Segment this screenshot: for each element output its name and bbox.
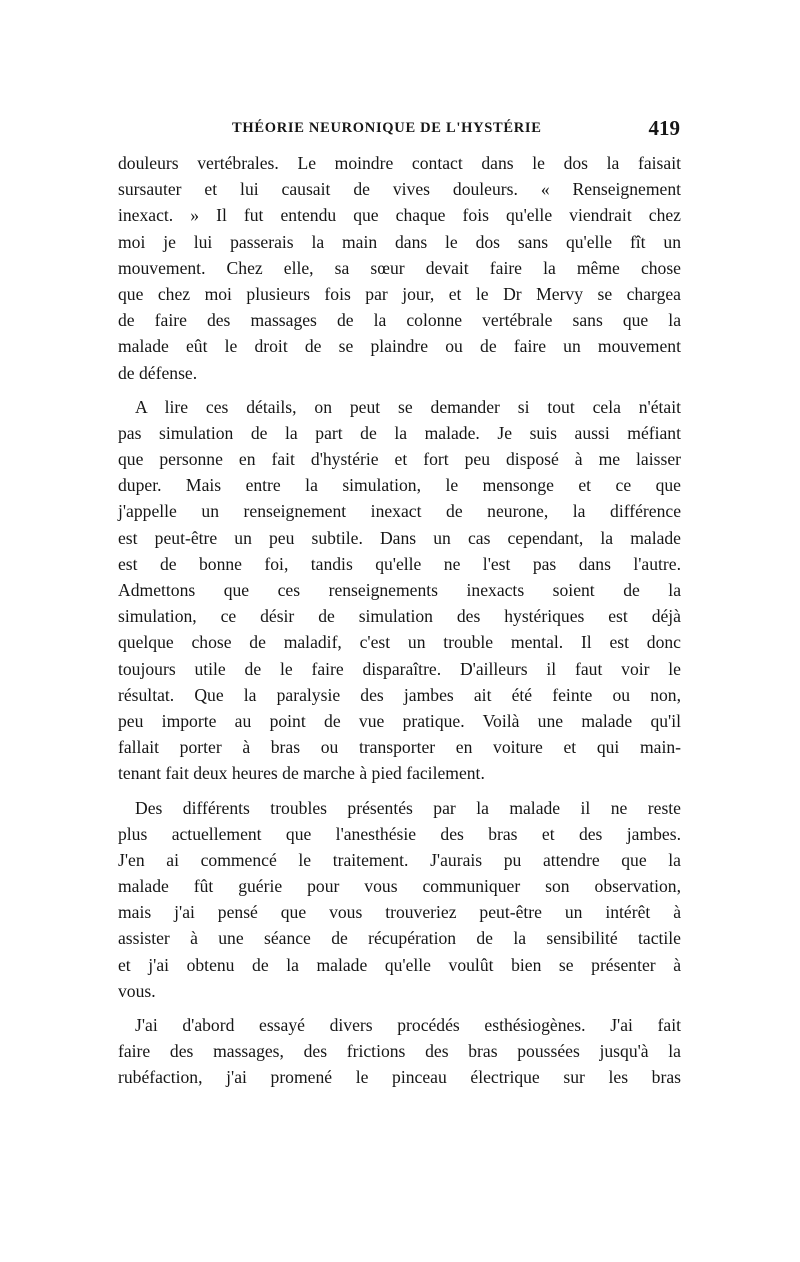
text-line: mouvement. Chez elle, sa sœur devait faire la même chose bbox=[118, 257, 681, 278]
text-line: de défense. bbox=[118, 362, 198, 383]
text-line: est de bonne foi, tandis qu'elle ne l'est pas dans l'autre. bbox=[118, 553, 681, 574]
text-line: Admettons que ces renseignements inexacts soient de la bbox=[118, 580, 681, 600]
text-line: duper. Mais entre la simulation, le mensonge et ce que bbox=[118, 475, 681, 496]
text-line: inexact. » Il fut entendu que chaque fois qu'elle viendrait chez bbox=[118, 205, 681, 226]
text-line: fallait porter à bras ou transporter en voiture et qui main- bbox=[118, 737, 681, 758]
text-line: rubéfaction, j'ai promené le pinceau électrique sur les bras bbox=[118, 1067, 681, 1088]
text-line: malade fût guérie pour vous communiquer son observation, bbox=[118, 876, 681, 897]
text-line: sursauter et lui causait de vives douleurs. « Renseignement bbox=[118, 179, 681, 200]
text-line: J'ai d'abord essayé divers procédés esthésiogènes. J'ai fait bbox=[135, 1015, 681, 1035]
text-line: douleurs vertébrales. Le moindre contact dans le dos la faisait bbox=[118, 153, 681, 173]
text-line: assister à une séance de récupération de la sensibilité tactile bbox=[118, 928, 681, 949]
text-line: résultat. Que la paralysie des jambes ait été feinte ou non, bbox=[118, 684, 681, 705]
body-text bbox=[118, 150, 681, 1091]
paragraph-3 bbox=[118, 795, 681, 1005]
text-line: peu importe au point de vue pratique. Voilà une malade qu'il bbox=[118, 710, 681, 731]
text-line: tenant fait deux heures de marche à pied facilement. bbox=[118, 763, 485, 784]
paragraph-gap bbox=[118, 1004, 681, 1012]
paragraph-1 bbox=[118, 150, 681, 386]
text-line: A lire ces détails, on peut se demander si tout cela n'était bbox=[135, 396, 681, 417]
text-line: que personne en fait d'hystérie et fort peu disposé à me laisser bbox=[118, 449, 681, 470]
text-line: toujours utile de le faire disparaître. D'ailleurs il faut voir le bbox=[118, 658, 681, 679]
running-title: THÉORIE NEURONIQUE DE L'HYSTÉRIE bbox=[232, 120, 542, 136]
paragraph-gap bbox=[118, 787, 681, 795]
page-number: 419 bbox=[648, 116, 680, 140]
text-line: Des différents troubles présentés par la malade il ne reste bbox=[135, 797, 681, 818]
text-line: simulation, ce désir de simulation des hystériques est déjà bbox=[118, 606, 681, 627]
paragraph-2 bbox=[118, 394, 681, 787]
text-line: moi je lui passerais la main dans le dos sans qu'elle fît un bbox=[118, 231, 681, 252]
paragraph-gap bbox=[118, 386, 681, 394]
text-line: malade eût le droit de se plaindre ou de faire un mouvement bbox=[118, 336, 681, 357]
text-line: est peut-être un peu subtile. Dans un cas cependant, la malade bbox=[118, 527, 681, 548]
text-line: j'appelle un renseignement inexact de neurone, la différence bbox=[118, 501, 681, 522]
text-line: quelque chose de maladif, c'est un trouble mental. Il est donc bbox=[118, 632, 681, 653]
text-line: pas simulation de la part de la malade. Je suis aussi méfiant bbox=[118, 422, 681, 443]
text-line: faire des massages, des frictions des bras poussées jusqu'à la bbox=[118, 1041, 681, 1062]
text-line: plus actuellement que l'anesthésie des bras et des jambes. bbox=[118, 823, 681, 844]
text-line: mais j'ai pensé que vous trouveriez peut-être un intérêt à bbox=[118, 902, 681, 923]
paragraph-4 bbox=[118, 1012, 681, 1091]
text-line: que chez moi plusieurs fois par jour, et le Dr Mervy se chargea bbox=[118, 283, 681, 304]
text-line: de faire des massages de la colonne vertébrale sans que la bbox=[118, 310, 681, 331]
text-line: J'en ai commencé le traitement. J'aurais pu attendre que la bbox=[118, 849, 681, 870]
running-header bbox=[118, 116, 684, 142]
text-line: vous. bbox=[118, 980, 156, 1001]
text-line: et j'ai obtenu de la malade qu'elle voulût bien se présenter à bbox=[118, 954, 681, 975]
